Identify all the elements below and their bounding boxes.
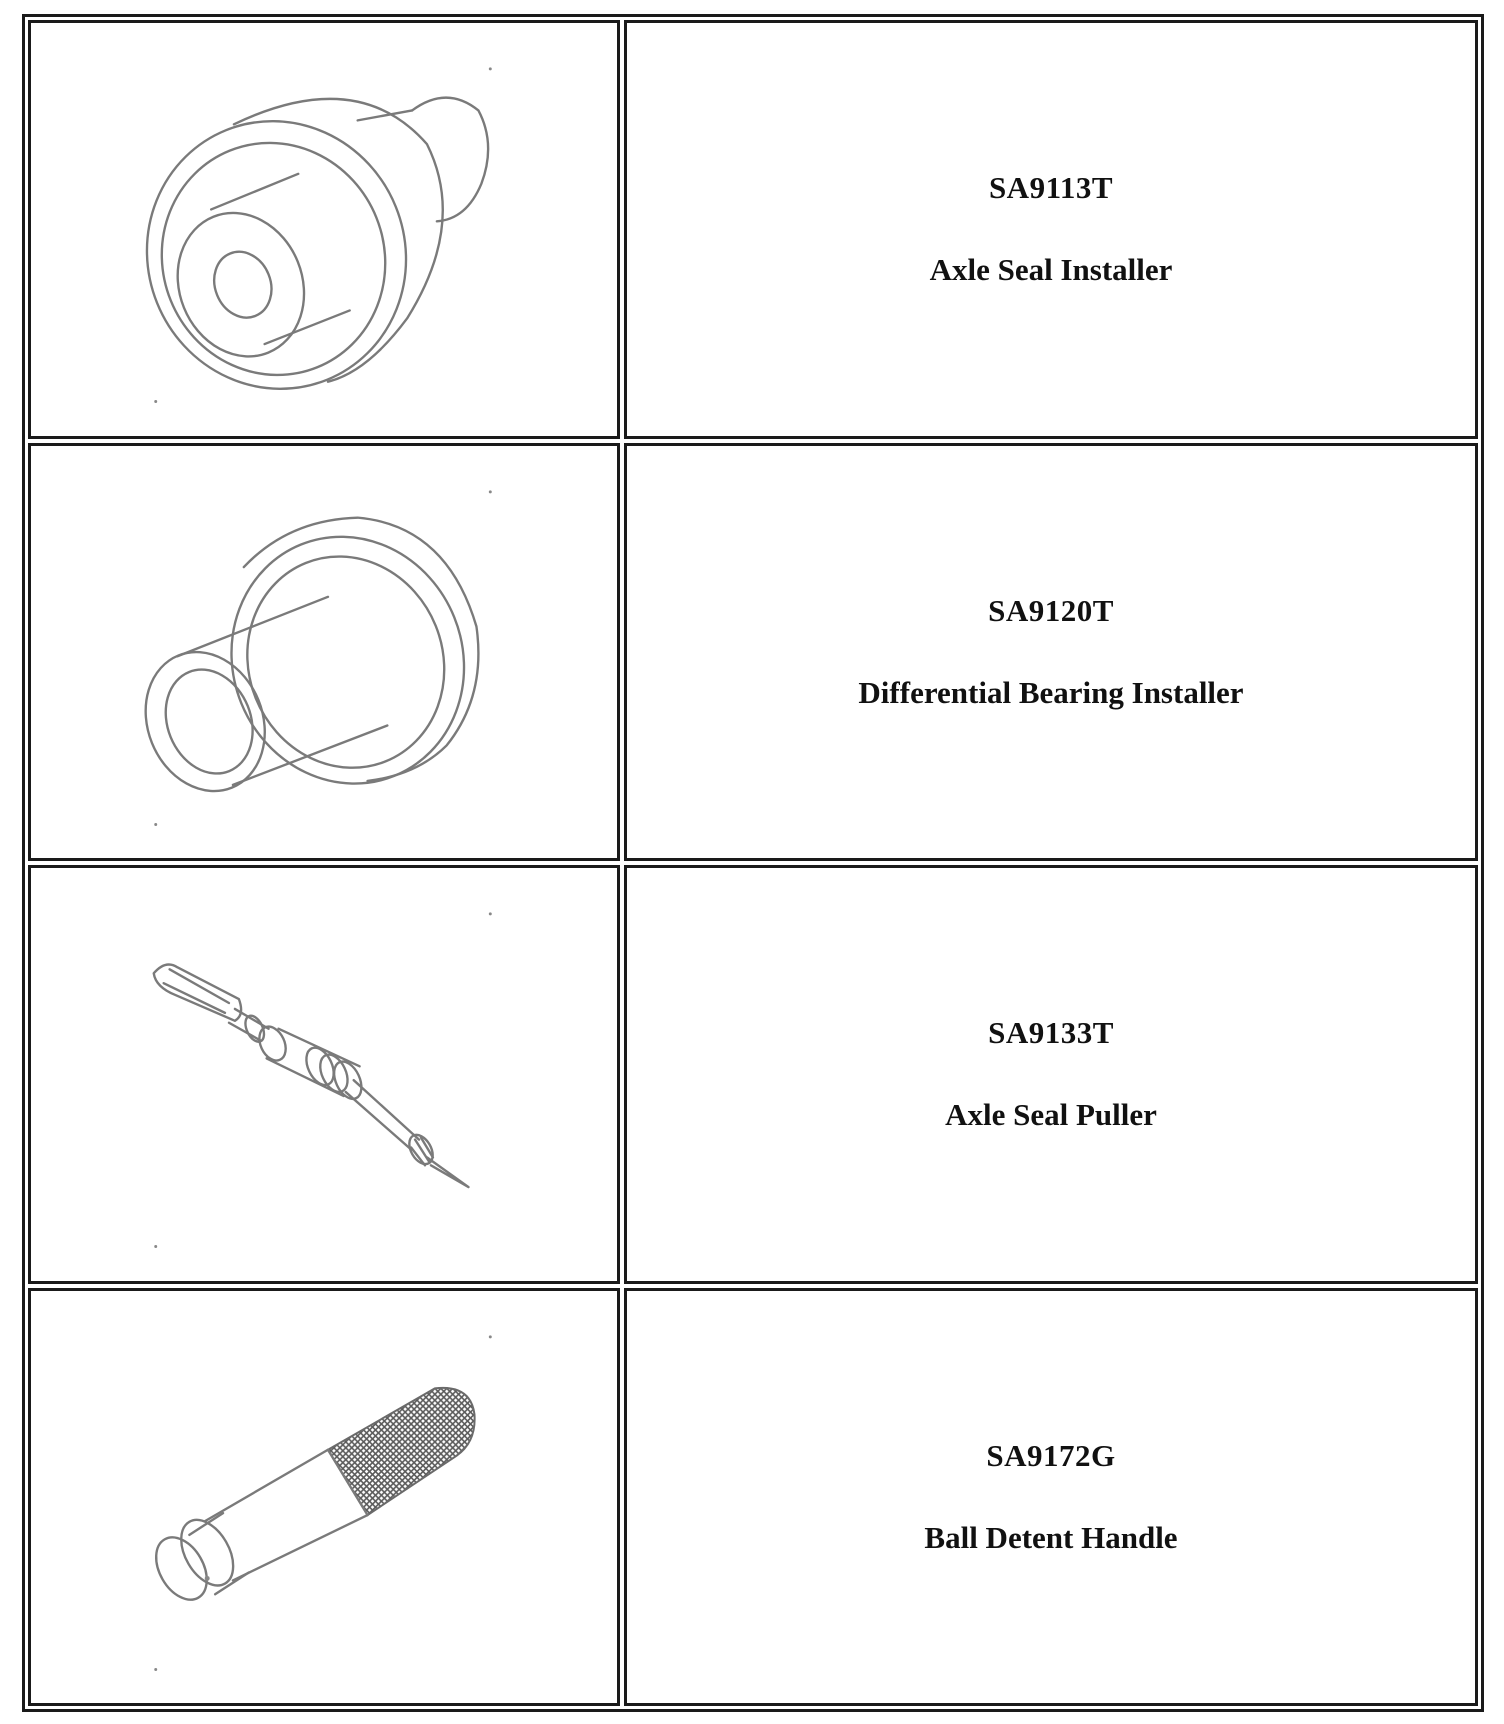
axle-seal-installer-illustration: [31, 23, 617, 436]
part-number: SA9133T: [988, 1015, 1114, 1051]
axle-seal-puller-illustration: [31, 868, 617, 1281]
tool-description-cell: [624, 443, 1478, 862]
tool-illustration-cell: [28, 865, 620, 1284]
tool-description-cell: [624, 865, 1478, 1284]
differential-bearing-installer-illustration: [31, 446, 617, 859]
tool-name: Differential Bearing Installer: [858, 674, 1244, 710]
special-tools-table: [22, 14, 1484, 1712]
tool-name: Axle Seal Puller: [945, 1097, 1157, 1133]
tool-illustration-cell: [28, 1288, 620, 1707]
part-number: SA9172G: [986, 1437, 1116, 1473]
tool-description-cell: [624, 20, 1478, 439]
tool-illustration-cell: [28, 20, 620, 439]
tool-illustration-cell: [28, 443, 620, 862]
tool-name: Axle Seal Installer: [929, 252, 1173, 288]
tool-name: Ball Detent Handle: [924, 1519, 1178, 1555]
part-number: SA9113T: [988, 170, 1114, 206]
ball-detent-handle-illustration: [31, 1291, 617, 1704]
tool-description-cell: [624, 1288, 1478, 1707]
part-number: SA9120T: [988, 592, 1114, 628]
